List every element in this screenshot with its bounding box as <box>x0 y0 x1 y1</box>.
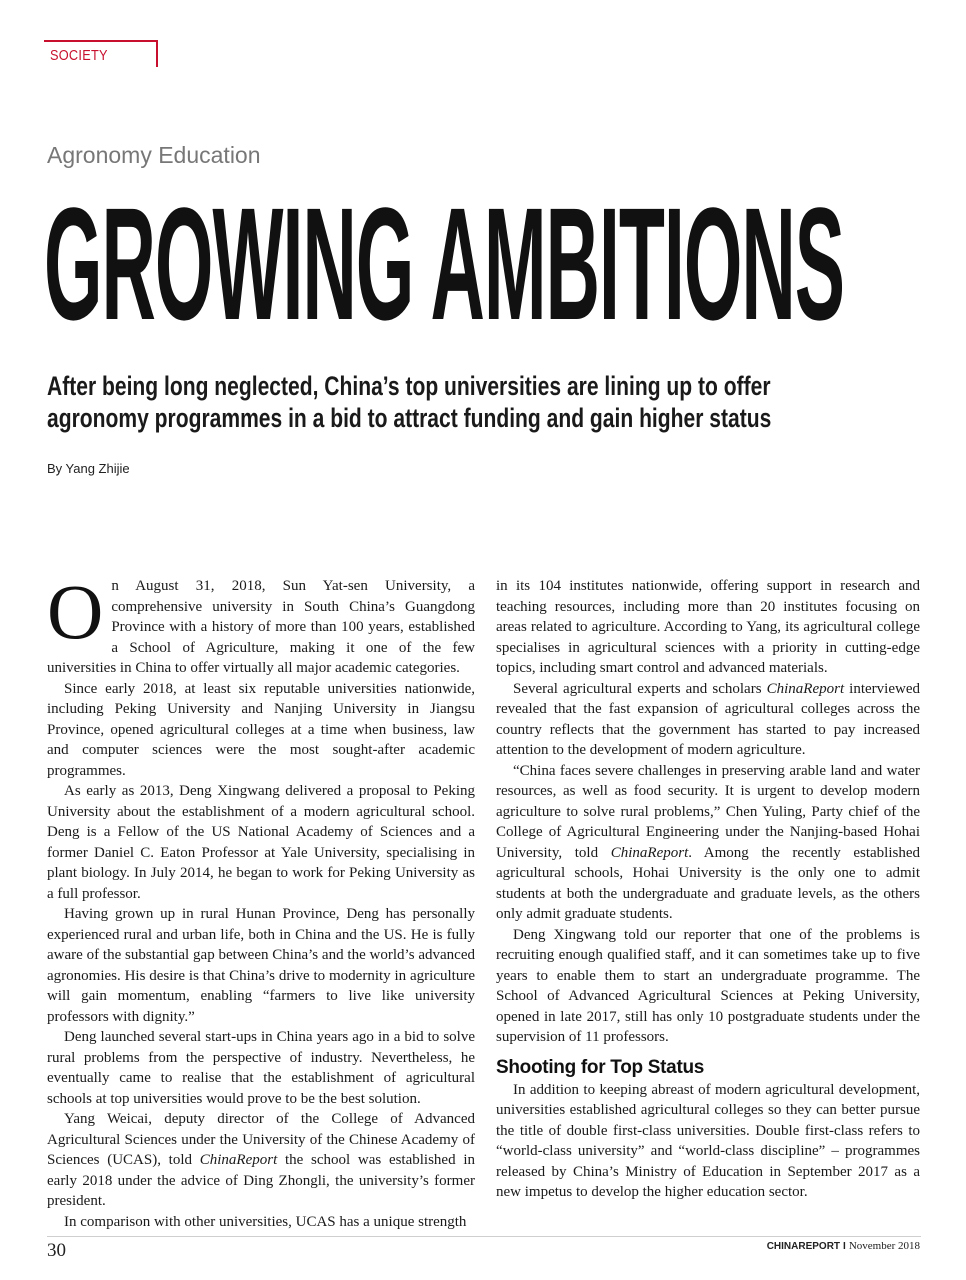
paragraph-8: in its 104 institutes nationwide, offering support in research and teaching resources, including more than 20 institutes focusing on areas related to agriculture. According to Yang, its agricultural college specialises in agricultural sciences with a priority in cutting-edge topics, including smart control and advanced materials. <box>496 578 920 676</box>
paragraph-6: Yang Weicai, deputy director of the College of Advanced Agricultural Sciences under the University of the Chinese Academy of Sciences (UCAS), told ChinaReport the school was established in early 2018 under the advice of Ding Zhongli, the university’s former president. <box>47 1111 475 1209</box>
deck-line-1: After being long neglected, China’s top universities are lining up to offer <box>47 371 771 401</box>
footer-publication-info <box>767 1240 920 1252</box>
deck-line-2: agronomy programmes in a bid to attract funding and gain higher status <box>47 403 772 433</box>
paragraph-3: As early as 2013, Deng Xingwang delivered a proposal to Peking University about the establishment of a modern agricultural school. Deng is a Fellow of the US National Academy of Sciences and a former Daniel C. Eaton Professor at Yale University, specialising in plant biology. In July 2014, he began to work for Peking University as a full professor. <box>47 783 475 902</box>
paragraph-12: In addition to keeping abreast of modern agricultural development, universities established agricultural colleges so they can better pursue the title of double first-class universities. Double first-class refers to “world-class university” and “world-class discipline” – programmes released by China’s Ministry of Education in September 2017 as a new impetus to develop the higher education sector. <box>496 1081 920 1200</box>
section-tag <box>44 40 158 67</box>
paragraph-9: Several agricultural experts and scholars ChinaReport interviewed revealed that the fast expansion of agricultural colleges across the country reflects that the government has started to pay increased attention to the development of modern agriculture. <box>496 680 920 758</box>
paragraph-4: Having grown up in rural Hunan Province, Deng has personally experienced rural and urban life, both in China and the US. He is fully aware of the substantial gap between China’s and the world’s advanced agronomies. His desire is that China’s drive to modernity in agriculture will gain momentum, enabling “farmers to live like university professors with dignity.” <box>47 906 475 1025</box>
paragraph-2: Since early 2018, at least six reputable universities nationwide, including Peking University and Nanjing University in Jiangsu Province, opened agricultural colleges at a time when business, law and computer sciences were the most sought-after academic programmes. <box>47 680 475 779</box>
drop-cap: O <box>47 568 104 655</box>
section-label: SOCIETY <box>50 47 108 64</box>
page-number: 30 <box>47 1240 66 1261</box>
paragraph-1: On August 31, 2018, Sun Yat-sen University, a comprehensive university in South China’s Guangdong Province with a history of more than 100 years, established a School of Agriculture, making it one of the few universities in China to offer virtually all major academic categories. <box>47 568 475 676</box>
paragraph-10: “China faces severe challenges in preserving arable land and water resources, as well as food security. It is urgent to develop modern agriculture to solve rural problems,” Chen Yuling, Party chief of the College of Agricultural Engineering under the Nanjing-based Hohai University, told ChinaReport. Among the recently established agricultural schools, Hohai University is the only one to admit students at both the undergraduate and graduate levels, as the others only admit graduate students. <box>496 762 921 922</box>
issue-date: November 2018 <box>848 1240 920 1252</box>
article-deck <box>47 370 772 434</box>
byline: By Yang Zhijie <box>47 461 130 476</box>
article-column-left <box>47 568 475 1232</box>
footer-separator: I <box>843 1241 846 1252</box>
publication-name: CHINAREPORT <box>766 1241 841 1252</box>
footer-divider <box>47 1236 921 1237</box>
subheading: Shooting for Top Status <box>496 1056 705 1078</box>
article-headline: GROWING AMBITIONS <box>44 174 845 353</box>
article-kicker: Agronomy Education <box>47 142 261 168</box>
paragraph-7: In comparison with other universities, UCAS has a unique strength <box>64 1213 467 1230</box>
paragraph-5: Deng launched several start-ups in China years ago in a bid to solve rural problems from the perspective of industry. Nevertheless, he eventually came to realise that the establishment of agricultural schools at top universities would prove to be the best solution. <box>47 1029 475 1107</box>
paragraph-11: Deng Xingwang told our reporter that one of the problems is recruiting enough qualified staff, and it can sometimes take up to five years to enable them to start an undergraduate programme. The School of Advanced Agricultural Sciences at Peking University, opened in late 2017, still has only 10 postgraduate students under the supervision of 11 professors. <box>496 926 920 1045</box>
article-column-right <box>496 576 920 1203</box>
